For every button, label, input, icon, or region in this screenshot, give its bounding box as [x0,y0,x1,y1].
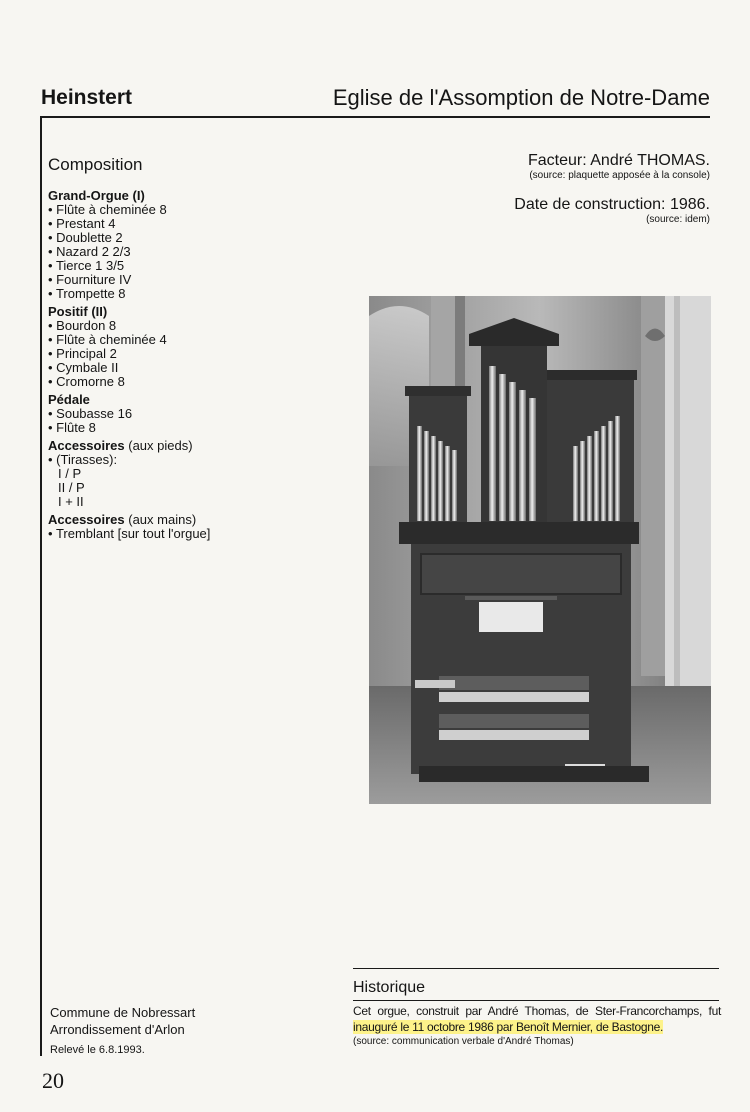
construction-value: 1986. [669,196,710,213]
composition-list [48,189,348,541]
stop-item: • Flûte à cheminée 4 [48,332,167,347]
organ-photo-illustration [369,296,711,804]
stop-item: • Cromorne 8 [48,374,125,389]
accessoires-pieds-heading: Accessoires (aux pieds) [48,438,193,453]
stop-item: • Prestant 4 [48,216,116,231]
facteur-value: André THOMAS. [590,152,710,169]
construction-source: (source: idem) [646,214,710,225]
historique-top-rule [353,968,719,969]
stop-item: • Nazard 2 2/3 [48,244,131,259]
facteur-source: (source: plaquette apposée à la console) [529,170,710,181]
accessory-item: • Tremblant [sur tout l'orgue] [48,526,211,541]
historique-text: Cet orgue, construit par André Thomas, de Ster-Francorchamps, fut inauguré le 11 octobre 1986 par Benoît Mernier, de Bastogne. (source: communication verbale d'André Thomas) [353,1004,721,1047]
positif-heading: Positif (II) [48,304,108,319]
frame-left-rule [40,116,42,1056]
historique-source: (source: communication verbale d'André Thomas) [353,1036,574,1047]
stop-item: • Bourdon 8 [48,318,117,333]
church-title: Eglise de l'Assomption de Notre-Dame [332,85,710,110]
stop-item: • Principal 2 [48,346,117,361]
stop-item: • Trompette 8 [48,286,126,301]
tirasse: I / P [58,466,82,481]
accessoires-mains-heading: Accessoires (aux mains) [48,512,197,527]
pedale-heading: Pédale [48,392,90,407]
historique-title: Historique [353,979,426,996]
page-number: 20 [42,1068,64,1093]
tirasse: II / P [58,480,85,495]
village-title: Heinstert [41,86,133,109]
facteur-block [528,152,710,181]
stop-item: • Doublette 2 [48,230,123,245]
facteur-label: Facteur: [528,152,587,169]
organ-photo [369,296,711,804]
stop-item: • Flûte à cheminée 8 [48,202,167,217]
composition-title: Composition [48,155,143,174]
historique-mid-rule [353,1000,719,1001]
construction-label: Date de construction: [514,196,666,213]
stop-item: • Fourniture IV [48,272,132,287]
stop-item: • Cymbale II [48,360,119,375]
grand-orgue-heading: Grand-Orgue (I) [48,188,145,203]
commune-block [50,1004,195,1038]
highlighted-text: inauguré le 11 octobre 1986 par Benoît Mernier, de Bastogne. [353,1020,664,1034]
tirasses-item: • (Tirasses): [48,452,118,467]
releve-date: Relevé le 6.8.1993. [50,1044,145,1056]
arrondissement-name: Arrondissement d'Arlon [50,1022,185,1037]
stop-item: • Soubasse 16 [48,406,133,421]
tirasse: I + II [58,494,84,509]
frame-top-rule [40,116,710,118]
commune-name: Commune de Nobressart [50,1005,196,1020]
construction-block [514,196,710,225]
stop-item: • Flûte 8 [48,420,96,435]
stop-item: • Tierce 1 3/5 [48,258,125,273]
